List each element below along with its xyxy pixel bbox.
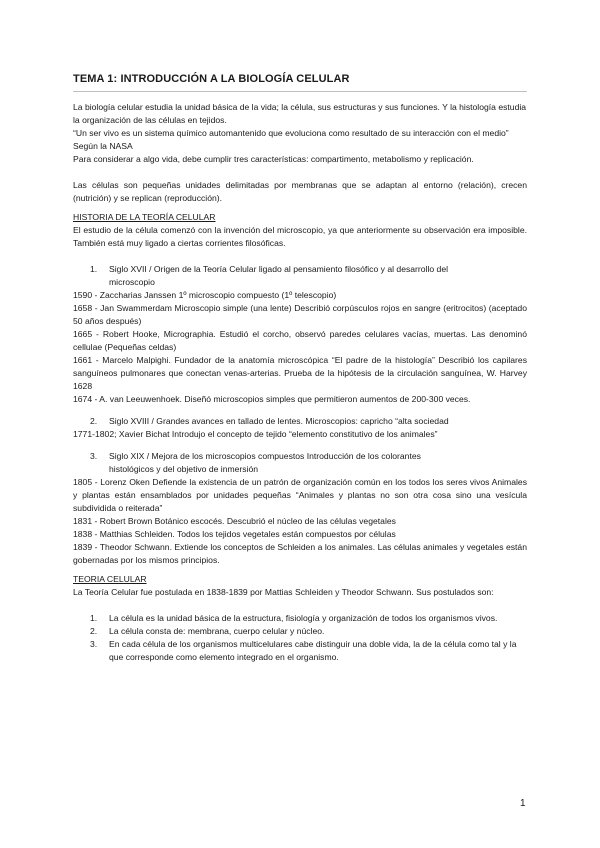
timeline-entry: 1771-1802; Xavier Bichat Introdujo el concepto de tejido “elemento constitutivo de los animales”: [73, 429, 438, 439]
postulate-text: En cada célula de los organismos multicelulares cabe distinguir una doble vida, la de la célula como tal y la que corresponde como elemento integrado en el organismo.: [109, 639, 517, 662]
section-2-heading: [73, 415, 527, 428]
list-number: 2.: [90, 416, 98, 426]
section-2-line: Siglo XVIII / Grandes avances en tallado de lentes. Microscopios: capricho “alta sociedad: [109, 416, 449, 426]
postulate-item: [73, 638, 527, 664]
nasa-quote: “Un ser vivo es un sistema químico automantenido que evoluciona como resultado de su interacción con el medio” Según la NASA: [73, 128, 509, 151]
timeline-entry: 1831 - Robert Brown Botánico escocés. Descubrió el núcleo de las células vegetales: [73, 516, 396, 526]
section-3-line: Siglo XIX / Mejora de los microscopios compuestos Introducción de los colorantes: [109, 451, 421, 461]
section-3-heading: [73, 450, 527, 476]
list-number: 1.: [90, 613, 98, 623]
section-1-heading: [73, 263, 527, 289]
timeline-entry: 1805 - Lorenz Oken Defiende la existencia de un patrón de organización común en los todos los seres vivos Animales y plantas están ensamblados por unidades pequeñas “Animales y plantas no son otra cosa sino una vesícula subdividida o reiterada”: [73, 477, 527, 513]
postulate-text: La célula es la unidad básica de la estructura, fisiología y organización de todos los organismos vivos.: [109, 613, 498, 623]
timeline-entry: 1590 - Zaccharias Janssen 1º microscopio compuesto (1º telescopio): [73, 290, 337, 300]
cells-paragraph: Las células son pequeñas unidades delimitadas por membranas que se adaptan al entorno (relación), crecen (nutrición) y se replican (reproducción).: [73, 180, 527, 203]
list-number: 3.: [90, 639, 98, 649]
timeline-entry: 1658 - Jan Swammerdam Microscopio simple (una lente) Describió corpúsculos rojos en sangre (eritrocitos) (aceptado 50 años después): [73, 303, 527, 326]
teoria-intro: La Teoría Celular fue postulada en 1838-1839 por Mattias Schleiden y Theodor Schwann. Sus postulados son:: [73, 587, 494, 597]
postulate-text: La célula consta de: membrana, cuerpo celular y núcleo.: [109, 626, 325, 636]
list-number: 3.: [90, 451, 98, 461]
section-1-line: Siglo XVII / Origen de la Teoría Celular ligado al pensamiento filosófico y al desarrollo del: [109, 264, 449, 274]
historia-heading: HISTORIA DE LA TEORÍA CELULAR: [73, 212, 216, 222]
postulate-item: [73, 625, 527, 638]
section-3-line: histológicos y del objetivo de inmersión: [109, 464, 259, 474]
teoria-heading: TEORIA CELULAR: [73, 574, 147, 584]
timeline-entry: 1665 - Robert Hooke, Micrographia. Estudió el corcho, observó paredes celulares vacías, muertas. Las denominó cellulae (Pequeñas celdas): [73, 329, 527, 352]
timeline-entry: 1674 - A. van Leeuwenhoek. Diseñó microscopios simples que permitieron aumentos de 200-300 veces.: [73, 394, 471, 404]
document-body: [73, 101, 527, 664]
intro-paragraph: La biología celular estudia la unidad básica de la vida; la célula, sus estructuras y sus funciones. Y la histología estudia la organización de las células en tejidos.: [73, 102, 527, 125]
timeline-entry: 1839 - Theodor Schwann. Extiende los conceptos de Schleiden a los animales. Las células animales y vegetales están gobernadas por los mismos principios.: [73, 542, 527, 565]
page-number: 1: [520, 798, 526, 809]
section-1-line: microscopio: [109, 277, 155, 287]
page-title: TEMA 1: INTRODUCCIÓN A LA BIOLOGÍA CELULAR: [73, 73, 350, 85]
list-number: 2.: [90, 626, 98, 636]
postulate-item: [73, 612, 527, 625]
historia-intro: El estudio de la célula comenzó con la invención del microscopio, ya que anteriormente su observación era imposible. También está muy ligado a ciertas corrientes filosóficas.: [73, 225, 527, 248]
list-number: 1.: [90, 264, 98, 274]
timeline-entry: 1838 - Matthias Schleiden. Todos los tejidos vegetales están compuestos por células: [73, 529, 396, 539]
title-divider: [73, 91, 527, 92]
timeline-entry: 1661 - Marcelo Malpighi. Fundador de la anatomía microscópica “El padre de la histología” Describió los capilares sanguíneos pulmonares que conectan venas-arterias. Prueba de la hipótesis de la circulación sanguínea, W. Harvey 1628: [73, 355, 527, 391]
life-criteria: Para considerar a algo vida, debe cumplir tres características: compartimento, metabolismo y replicación.: [73, 154, 474, 164]
